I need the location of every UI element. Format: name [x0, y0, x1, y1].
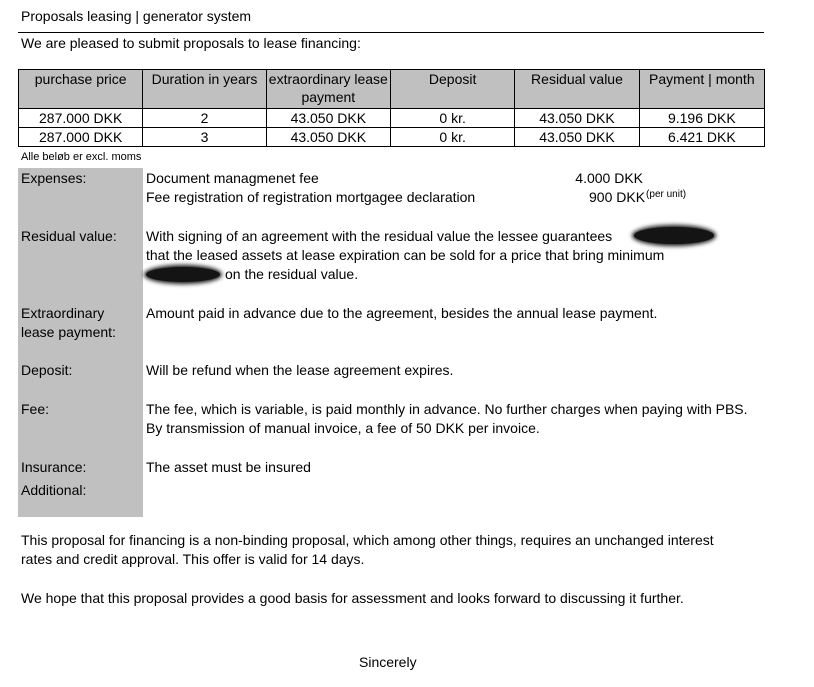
cell-duration: 3: [143, 128, 266, 147]
cell-residual-value: 43.050 DKK: [515, 109, 639, 128]
expense-item-amount: 4.000 DKK: [575, 170, 643, 186]
cell-purchase-price: 287.000 DKK: [19, 128, 143, 147]
sign-off: Sincerely: [359, 654, 417, 670]
proposal-table: [18, 69, 765, 147]
cell-duration: 2: [143, 109, 266, 128]
header-residual-value: Residual value: [515, 70, 639, 109]
extraordinary-text: Amount paid in advance due to the agreement, besides the annual lease payment.: [146, 305, 658, 321]
header-deposit: Deposit: [390, 70, 514, 109]
cell-extraordinary-payment: 43.050 DKK: [266, 128, 390, 147]
residual-value-text-line: on the residual value.: [225, 266, 359, 282]
cell-payment-month: 9.196 DKK: [639, 109, 764, 128]
expense-item-name: Document managmenet fee: [146, 170, 319, 186]
expenses-label: Expenses:: [21, 170, 87, 186]
cell-extraordinary-payment: 43.050 DKK: [266, 109, 390, 128]
cell-purchase-price: 287.000 DKK: [19, 109, 143, 128]
document-title: Proposals leasing | generator system: [21, 8, 252, 24]
fee-label: Fee:: [21, 401, 50, 417]
redaction-mark: [146, 267, 220, 282]
fee-text-line: The fee, which is variable, is paid monthly in advance. No further charges when paying with PBS.: [146, 401, 748, 417]
expense-item-amount-with-unit: [589, 188, 686, 206]
residual-value-text-line: that the leased assets at lease expiration can be sold for a price that bring minimum: [146, 247, 665, 263]
intro-text: We are pleased to submit proposals to lease financing:: [21, 35, 361, 51]
vat-note: Alle beløb er excl. moms: [21, 151, 142, 163]
insurance-text: The asset must be insured: [146, 459, 311, 475]
closing-paragraph-line: This proposal for financing is a non-binding proposal, which among other things, requires an unchanged interest: [21, 532, 714, 548]
header-payment-month: Payment | month: [639, 70, 764, 109]
header-purchase-price: purchase price: [19, 70, 143, 109]
cell-payment-month: 6.421 DKK: [639, 128, 764, 147]
cell-residual-value: 43.050 DKK: [515, 128, 639, 147]
fee-text-line: By transmission of manual invoice, a fee of 50 DKK per invoice.: [146, 420, 540, 436]
extraordinary-label: Extraordinary: [21, 305, 105, 321]
expense-item-amount: 900 DKK: [589, 189, 646, 205]
cell-deposit: 0 kr.: [390, 109, 514, 128]
extraordinary-label: lease payment:: [21, 324, 116, 340]
table-row: [19, 109, 765, 128]
expense-item-name: Fee registration of registration mortgagee declaration: [146, 189, 476, 205]
header-duration: Duration in years: [143, 70, 266, 109]
closing-paragraph-line: rates and credit approval. This offer is valid for 14 days.: [21, 551, 365, 567]
residual-value-text-line: With signing of an agreement with the residual value the lessee guarantees: [146, 228, 613, 244]
additional-label: Additional:: [21, 482, 87, 498]
expense-item-unit: (per unit): [646, 189, 687, 200]
closing-paragraph: We hope that this proposal provides a good basis for assessment and looks forward to discussing it further.: [21, 590, 684, 606]
header-extraordinary-payment: extraordinary lease payment: [266, 70, 390, 109]
table-header-row: [19, 70, 765, 109]
insurance-label: Insurance:: [21, 459, 87, 475]
cell-deposit: 0 kr.: [390, 128, 514, 147]
residual-value-label: Residual value:: [21, 228, 117, 244]
redaction-mark: [634, 227, 714, 244]
table-row: [19, 128, 765, 147]
title-divider: [18, 32, 764, 33]
deposit-label: Deposit:: [21, 362, 73, 378]
deposit-text: Will be refund when the lease agreement expires.: [146, 362, 454, 378]
